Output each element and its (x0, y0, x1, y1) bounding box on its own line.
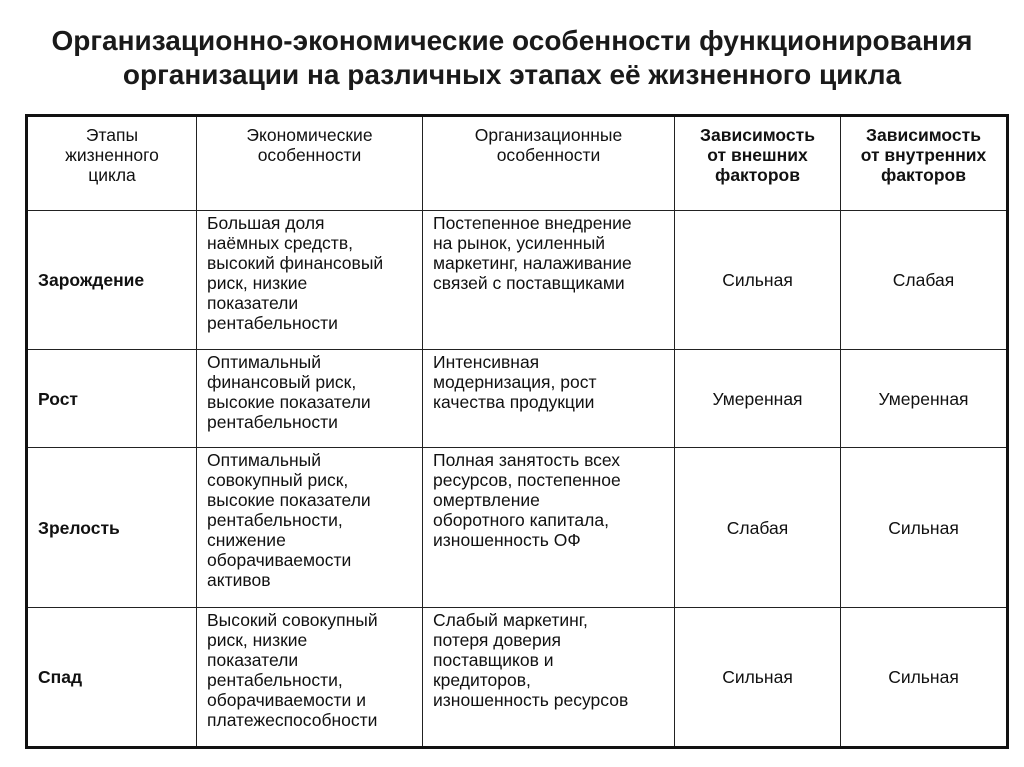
cell-line: кредиторов, (433, 670, 531, 690)
cell-line: рентабельности, (207, 510, 343, 530)
cell-line: качества продукции (433, 392, 595, 412)
cell-line: потеря доверия (433, 630, 562, 650)
header-text: особенности (496, 145, 601, 165)
cell-line: поставщиков и (433, 650, 554, 670)
header-text: цикла (88, 165, 136, 185)
header-external (675, 116, 841, 211)
table-row (27, 211, 1008, 350)
lifecycle-table (25, 114, 1009, 749)
external-cell: Умеренная (675, 350, 841, 448)
economic-cell (197, 608, 423, 748)
internal-cell: Умеренная (841, 350, 1008, 448)
cell-line: маркетинг, налаживание (433, 253, 632, 273)
cell-line: изношенность ресурсов (433, 690, 629, 710)
cell-line: наёмных средств, (207, 233, 353, 253)
header-organizational (423, 116, 675, 211)
header-text: жизненного (65, 145, 159, 165)
cell-line: оборотного капитала, (433, 510, 609, 530)
cell-line: рентабельности, (207, 670, 343, 690)
cell-line: показатели (207, 293, 299, 313)
header-text: Экономические (246, 125, 373, 145)
organizational-cell (423, 608, 675, 748)
stage-cell: Рост (27, 350, 197, 448)
cell-line: на рынок, усиленный (433, 233, 606, 253)
header-stages (27, 116, 197, 211)
table-row (27, 350, 1008, 448)
title-line-2: организации на различных этапах её жизненного цикла (122, 59, 902, 90)
table-row (27, 448, 1008, 608)
title-line-1: Организационно-экономические особенности функционирования (51, 25, 973, 56)
organizational-cell (423, 350, 675, 448)
header-internal (841, 116, 1008, 211)
cell-line: рентабельности (207, 412, 338, 432)
organizational-cell (423, 211, 675, 350)
cell-line: высокие показатели (207, 392, 371, 412)
internal-cell: Сильная (841, 608, 1008, 748)
stage-cell: Зарождение (27, 211, 197, 350)
cell-line: Интенсивная (433, 352, 540, 372)
cell-line: оборачиваемости (207, 550, 352, 570)
cell-line: рентабельности (207, 313, 338, 333)
external-cell: Сильная (675, 211, 841, 350)
table-row (27, 608, 1008, 748)
cell-line: высокий финансовый (207, 253, 384, 273)
internal-cell: Сильная (841, 448, 1008, 608)
header-text: особенности (257, 145, 362, 165)
cell-line: совокупный риск, (207, 470, 349, 490)
external-cell: Слабая (675, 448, 841, 608)
header-text: от внешних (707, 145, 808, 165)
cell-line: Полная занятость всех (433, 450, 621, 470)
cell-line: Оптимальный (207, 450, 321, 470)
cell-line: оборачиваемости и (207, 690, 366, 710)
header-economic (197, 116, 423, 211)
header-text: Зависимость (866, 125, 981, 145)
economic-cell (197, 350, 423, 448)
header-text: факторов (715, 165, 800, 185)
header-text: факторов (881, 165, 966, 185)
cell-line: активов (207, 570, 271, 590)
internal-cell: Слабая (841, 211, 1008, 350)
cell-line: Слабый маркетинг, (433, 610, 588, 630)
cell-line: ресурсов, постепенное (433, 470, 621, 490)
cell-line: омертвление (433, 490, 540, 510)
cell-line: связей с поставщиками (433, 273, 625, 293)
economic-cell (197, 448, 423, 608)
header-text: Зависимость (700, 125, 815, 145)
cell-line: снижение (207, 530, 286, 550)
cell-line: Постепенное внедрение (433, 213, 632, 233)
external-cell: Сильная (675, 608, 841, 748)
table-header-row (27, 116, 1008, 211)
cell-line: высокие показатели (207, 490, 371, 510)
cell-line: финансовый риск, (207, 372, 357, 392)
header-text: Этапы (85, 125, 139, 145)
cell-line: Высокий совокупный (207, 610, 378, 630)
cell-line: риск, низкие (207, 630, 308, 650)
cell-line: платежеспособности (207, 710, 378, 730)
header-text: Организационные (474, 125, 623, 145)
cell-line: изношенность ОФ (433, 530, 581, 550)
header-text: от внутренних (860, 145, 987, 165)
cell-line: модернизация, рост (433, 372, 597, 392)
cell-line: Большая доля (207, 213, 325, 233)
organizational-cell (423, 448, 675, 608)
cell-line: Оптимальный (207, 352, 321, 372)
economic-cell (197, 211, 423, 350)
page-title (40, 24, 984, 92)
stage-cell: Спад (27, 608, 197, 748)
stage-cell: Зрелость (27, 448, 197, 608)
cell-line: риск, низкие (207, 273, 308, 293)
cell-line: показатели (207, 650, 299, 670)
